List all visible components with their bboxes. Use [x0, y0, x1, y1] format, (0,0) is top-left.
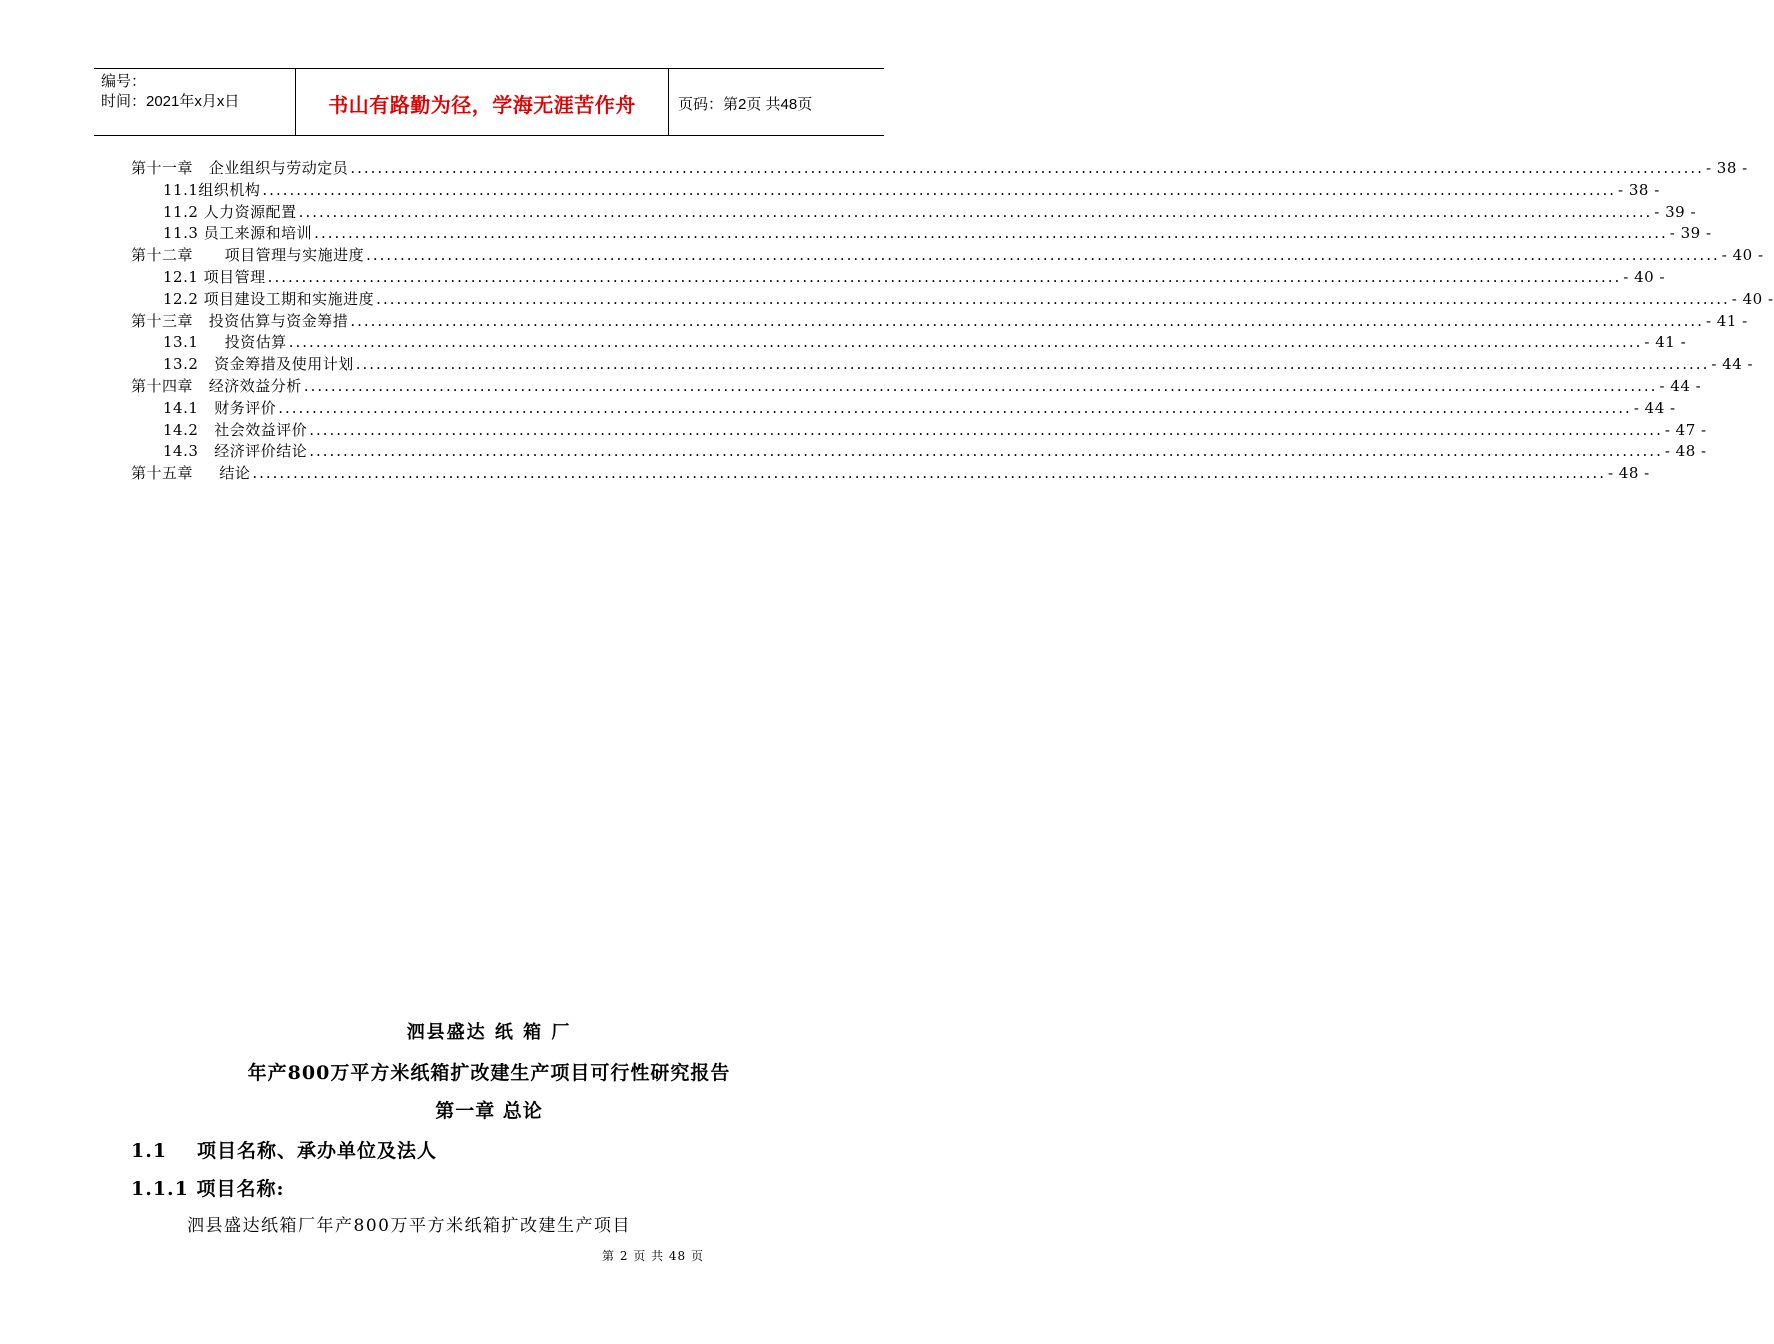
toc-entry-label: 12.2 项目建设工期和实施进度 [163, 289, 375, 308]
header-number-label: 编号： [101, 73, 147, 90]
toc-entry-label: 第十一章 企业组织与劳动定员 [131, 159, 349, 177]
header-top-rule [94, 68, 884, 69]
header-motto: 书山有路勤为径，学海无涯苦作舟 [328, 93, 636, 117]
toc-entry[interactable] [131, 179, 1660, 201]
toc-entry-page: - 40 - [1623, 267, 1666, 286]
toc-entry-label: 13.2 资金筹措及使用计划 [163, 355, 354, 374]
header-meta [101, 72, 239, 112]
toc-entry-label: 11.3 员工来源和培训 [163, 224, 313, 243]
toc-entry[interactable] [131, 157, 1748, 179]
toc-leader-dots: ........................................................................................................................................................................................................ [376, 289, 1730, 308]
toc-leader-dots: ........................................................................................................................................................................................................ [309, 420, 1663, 439]
chapter-title: 第一章 总论 [435, 1100, 543, 1122]
subsection-heading: 1.1.1 项目名称: [131, 1178, 285, 1200]
toc-entry-page: - 48 - [1664, 442, 1707, 461]
toc-entry-page: - 48 - [1607, 464, 1650, 483]
toc-entry-page: - 40 - [1731, 289, 1774, 308]
toc-leader-dots: ........................................................................................................................................................................................................ [366, 246, 1720, 265]
toc-leader-dots: ........................................................................................................................................................................................................ [350, 311, 1704, 330]
toc-entry-page: - 39 - [1654, 202, 1697, 221]
section-number: 1.1 [131, 1140, 168, 1162]
toc-entry[interactable] [131, 244, 1764, 266]
page-footer: 第 2 页 共 48 页 [602, 1249, 704, 1263]
toc-entry[interactable] [131, 353, 1754, 375]
toc-entry-label: 第十三章 投资估算与资金筹措 [131, 311, 349, 330]
header-time-label: 时间：2021年x月x日 [101, 93, 240, 110]
company-name: 泗县盛达 纸 箱 厂 [406, 1022, 572, 1043]
toc-entry[interactable] [131, 288, 1774, 310]
toc-entry-page: - 41 - [1644, 333, 1687, 352]
toc-entry-page: - 41 - [1705, 311, 1748, 330]
toc-entry-page: - 39 - [1669, 224, 1712, 243]
toc-entry-label: 11.2 人力资源配置 [163, 202, 297, 221]
toc-entry-page: - 40 - [1721, 246, 1764, 265]
toc-entry-label: 14.2 社会效益评价 [163, 420, 308, 439]
toc-entry[interactable] [131, 266, 1666, 288]
header-bottom-rule [94, 135, 884, 136]
toc-leader-dots: ........................................................................................................................................................................................................ [350, 159, 1704, 177]
toc-leader-dots: ........................................................................................................................................................................................................ [288, 333, 1643, 352]
toc-entry-page: - 38 - [1705, 159, 1748, 177]
toc-entry[interactable] [131, 331, 1687, 353]
toc-leader-dots: ........................................................................................................................................................................................................ [298, 202, 1653, 221]
toc-entry[interactable] [131, 201, 1697, 223]
toc-entry[interactable] [131, 440, 1707, 462]
toc-leader-dots: ........................................................................................................................................................................................................ [262, 180, 1617, 199]
toc-entry-label: 14.1 财务评价 [163, 398, 277, 417]
toc-entry-page: - 38 - [1618, 180, 1660, 199]
toc-entry[interactable] [131, 310, 1748, 332]
toc-entry-label: 第十五章 结论 [131, 464, 251, 483]
toc-leader-dots: ........................................................................................................................................................................................................ [303, 376, 1658, 395]
report-title: 年产800万平方米纸箱扩改建生产项目可行性研究报告 [247, 1062, 731, 1084]
toc-entry[interactable] [131, 397, 1676, 419]
toc-entry-label: 12.1 项目管理 [163, 267, 266, 286]
toc-leader-dots: ........................................................................................................................................................................................................ [252, 464, 1606, 483]
toc-leader-dots: ........................................................................................................................................................................................................ [278, 398, 1632, 417]
toc-entry[interactable] [131, 419, 1707, 441]
toc-entry[interactable] [131, 462, 1650, 484]
toc-leader-dots: ........................................................................................................................................................................................................ [314, 224, 1668, 243]
toc-entry-label: 13.1 投资估算 [163, 333, 287, 352]
toc-leader-dots: ........................................................................................................................................................................................................ [309, 442, 1663, 461]
toc-entry-page: - 44 - [1659, 376, 1702, 395]
toc-entry-label: 第十二章 项目管理与实施进度 [131, 246, 365, 265]
toc-entry-label: 11.1组织机构 [163, 180, 261, 199]
toc-entry[interactable] [131, 375, 1702, 397]
toc-leader-dots: ........................................................................................................................................................................................................ [267, 267, 1622, 286]
toc-entry[interactable] [131, 222, 1712, 244]
section-title: 项目名称、承办单位及法人 [197, 1140, 438, 1162]
toc-entry-page: - 47 - [1664, 420, 1707, 439]
toc-entry-page: - 44 - [1711, 355, 1754, 374]
header-divider [668, 68, 669, 135]
header-page-label: 页码：第2页 共48页 [678, 96, 813, 113]
section-heading [131, 1136, 437, 1163]
toc-entry-label: 14.3 经济评价结论 [163, 442, 308, 461]
toc-entry-label: 第十四章 经济效益分析 [131, 376, 302, 395]
toc-leader-dots: ........................................................................................................................................................................................................ [355, 355, 1710, 374]
toc-entry-page: - 44 - [1633, 398, 1676, 417]
body-paragraph: 泗县盛达纸箱厂年产800万平方米纸箱扩改建生产项目 [187, 1216, 631, 1236]
table-of-contents [131, 157, 1774, 484]
